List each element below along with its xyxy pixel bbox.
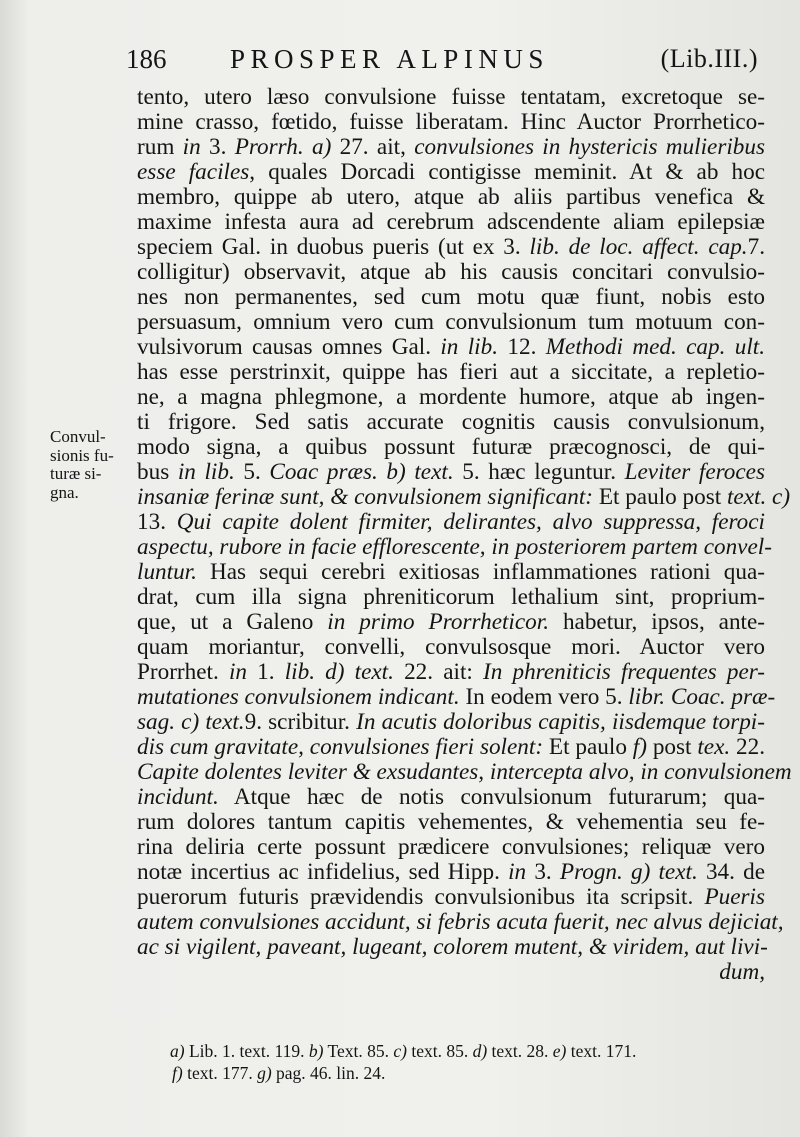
italic-text: In acutis doloribus capitis, iisdemque torpi- <box>356 709 765 735</box>
italic-text: incidunt. <box>137 784 219 810</box>
margin-note-line: gna. <box>50 482 79 502</box>
text-line <box>137 210 765 235</box>
margin-note <box>50 428 128 502</box>
roman-text: 7. <box>747 234 765 260</box>
margin-note-line: sionis fu- <box>50 445 114 465</box>
italic-text: c) <box>393 1041 407 1061</box>
italic-text: d) <box>472 1041 488 1061</box>
italic-text: lib. d) text. <box>284 659 394 685</box>
italic-text: esse faciles <box>137 159 250 185</box>
roman-text: drat, cum illa signa phreniticorum lethalium sint, proprium- <box>137 584 765 610</box>
roman-text: persuasum, omnium vero cum convulsionum tum motuum con- <box>137 309 765 335</box>
italic-text: in <box>508 859 527 885</box>
roman-text: 1. <box>247 659 285 685</box>
italic-text: b) <box>308 1041 324 1061</box>
roman-text: 3. <box>526 859 560 885</box>
roman-text: puerorum futuris prævidendis convulsionibus ita scripsit. <box>137 884 705 910</box>
text-line <box>137 360 765 385</box>
book-reference: (Lib.III.) <box>660 44 758 73</box>
text-line <box>137 660 765 685</box>
text-line <box>137 285 765 310</box>
italic-text: in lib. <box>177 459 235 485</box>
text-line <box>137 585 765 610</box>
italic-text: autem convulsiones accidunt, si febris acuta fuerit, nec alvus dejiciat, <box>137 909 784 935</box>
italic-text: In phreniticis frequentes per- <box>483 659 766 685</box>
italic-text: f) <box>172 1063 183 1083</box>
italic-text: convulsiones in hystericis mulieribus <box>414 134 766 160</box>
text-line <box>137 260 765 285</box>
italic-text: in <box>182 134 201 160</box>
text-line <box>137 909 784 935</box>
italic-text: mutationes convulsionem indicant. <box>137 684 460 710</box>
roman-text: Text. 85. <box>323 1041 394 1061</box>
roman-text: habetur, ipsos, ante- <box>549 609 766 635</box>
italic-text: text. c) <box>726 484 791 510</box>
text-line <box>137 934 768 960</box>
roman-text: modo signa, a quibus possunt futuræ præcognosci, de qui- <box>137 434 765 460</box>
text-line <box>137 860 765 885</box>
roman-text: 5. hæc leguntur. <box>453 459 625 485</box>
italic-text: ac si vigilent, paveant, lugeant, colorem mutent, & viridem, aut livi- <box>137 934 768 960</box>
roman-text: In eodem vero 5. <box>459 684 629 710</box>
italic-text: in <box>228 659 247 685</box>
roman-text: mine crasso, fœtido, fuisse liberatam. Hinc Auctor Prorrhetico- <box>137 109 765 135</box>
roman-text: rum <box>137 134 183 160</box>
italic-text: g) <box>257 1063 272 1083</box>
text-line <box>137 635 765 660</box>
roman-text: pag. 46. lin. 24. <box>271 1063 386 1083</box>
text-line <box>137 484 791 510</box>
italic-text: a) <box>170 1041 185 1061</box>
roman-text: maxime infesta aura ad cerebrum adscendente aliam epilepsiæ <box>137 209 765 235</box>
roman-text: 13. <box>137 509 177 535</box>
roman-text: 34. de <box>697 859 766 885</box>
roman-text: Has sequi cerebri exitiosas inflammationes rationi qua- <box>196 559 765 585</box>
italic-text: sag. c) text. <box>137 709 245 735</box>
running-title: PROSPER ALPINUS <box>230 44 549 74</box>
roman-text: speciem Gal. in duobus pueris (ut ex 3. <box>137 234 530 260</box>
page-number: 186 <box>126 44 167 74</box>
roman-text: post <box>646 734 698 760</box>
roman-text: Et paulo <box>543 734 633 760</box>
text-line <box>137 460 765 485</box>
roman-text: 22. ait: <box>393 659 483 685</box>
text-line <box>137 510 765 535</box>
text-line <box>137 759 792 785</box>
roman-text: text. 177. <box>182 1063 258 1083</box>
italic-text: e) <box>552 1041 567 1061</box>
running-header <box>126 42 766 82</box>
text-line <box>137 435 765 460</box>
text-line <box>137 160 765 185</box>
text-line <box>137 835 765 860</box>
roman-text: 5. <box>234 459 270 485</box>
margin-note-line: turæ si- <box>50 464 102 483</box>
roman-text: bus <box>137 459 178 485</box>
text-line <box>137 135 765 160</box>
italic-text: Leviter feroces <box>624 459 765 485</box>
text-line <box>137 235 765 260</box>
roman-text: text. 171. <box>566 1041 637 1061</box>
italic-text: tex. <box>697 734 731 760</box>
roman-text: , quales Dorcadi contigisse meminit. At & ab hoc <box>249 159 765 185</box>
text-line <box>137 310 765 335</box>
roman-text: Atque hæc de notis convulsionum futurarum; qua- <box>218 784 765 810</box>
italic-text: Prorrh. a) <box>234 134 332 160</box>
text-line <box>137 810 765 835</box>
italic-text: Pueris <box>704 884 765 910</box>
text-line <box>137 185 765 210</box>
roman-text: rum dolores tantum capitis vehementes, & vehementia seu fe- <box>137 809 765 835</box>
italic-text: in primo Prorrheticor. <box>327 609 550 635</box>
text-line <box>137 560 765 585</box>
roman-text: 3. <box>200 134 235 160</box>
text-line <box>137 410 765 435</box>
italic-text: libr. Coac. præ- <box>628 684 776 710</box>
roman-text: text. 28. <box>487 1041 553 1061</box>
roman-text: Lib. 1. text. 119. <box>184 1041 309 1061</box>
roman-text: ti frigore. Sed satis accurate cognitis causis convulsionum, <box>137 409 765 435</box>
italic-text: Progn. g) text. <box>559 859 698 885</box>
text-line <box>137 534 772 560</box>
text-line <box>137 960 765 985</box>
text-line <box>137 684 776 710</box>
text-line <box>137 385 765 410</box>
text-line <box>137 110 765 135</box>
text-line <box>137 885 765 910</box>
roman-text: notæ incertius ac infidelius, sed Hipp. <box>137 859 509 885</box>
footnotes <box>170 1040 770 1084</box>
italic-text: Methodi med. cap. ult. <box>545 334 766 360</box>
italic-text: dis cum gravitate, convulsiones fieri solent: <box>137 734 544 760</box>
roman-text: 9. scribitur. <box>244 709 357 735</box>
roman-text: membro, quippe ab utero, atque ab aliis partibus venefica & <box>137 184 765 210</box>
roman-text: Et paulo post <box>593 484 727 510</box>
roman-text: vulsivorum causas omnes Gal. <box>137 334 441 360</box>
roman-text: quam moriantur, convelli, convulsosque mori. Auctor vero <box>137 634 765 660</box>
roman-text: tento, utero læso convulsione fuisse tentatam, excretoque se- <box>137 84 765 110</box>
italic-text: luntur. <box>137 559 197 585</box>
text-line <box>137 610 765 635</box>
italic-text: lib. de loc. affect. cap. <box>529 234 748 260</box>
text-line <box>137 785 765 810</box>
text-line <box>137 335 765 360</box>
roman-text: has esse perstrinxit, quippe has fieri aut a siccitate, a repletio- <box>137 359 765 385</box>
roman-text: nes non permanentes, sed cum motu quæ fiunt, nobis esto <box>137 284 765 310</box>
roman-text: colligitur) observavit, atque ab his causis concitari convulsio- <box>137 259 765 285</box>
body-text <box>137 84 792 985</box>
margin-note-line: Convul- <box>50 427 106 446</box>
italic-text: aspectu, rubore in facie efflorescente, in posteriorem partem convel- <box>137 534 772 560</box>
text-line <box>137 710 765 735</box>
roman-text: Prorrhet. <box>137 659 229 685</box>
roman-text: que, ut a Galeno <box>137 609 328 635</box>
roman-text: 22. <box>730 734 766 760</box>
roman-text: ne, a magna phlegmone, a mordente humore, atque ab ingen- <box>137 384 765 410</box>
italic-text: f) <box>632 734 647 760</box>
italic-text: dum, <box>719 959 765 985</box>
italic-text: insaniæ ferinæ sunt, & convulsionem significant: <box>137 484 594 510</box>
roman-text: 27. ait, <box>331 134 415 160</box>
footnote-line <box>172 1062 770 1084</box>
roman-text: text. 85. <box>406 1041 473 1061</box>
text-line <box>137 735 765 760</box>
text-line <box>137 85 765 110</box>
roman-text: 12. <box>498 334 546 360</box>
italic-text: Coac præs. b) text. <box>269 459 454 485</box>
italic-text: Capite dolentes leviter & exsudantes, intercepta alvo, in convulsionem <box>137 759 792 785</box>
roman-text: rina deliria certe possunt prædicere convulsiones; reliquæ vero <box>137 834 765 860</box>
footnote-line <box>170 1040 770 1062</box>
italic-text: in lib. <box>440 334 499 360</box>
italic-text: Qui capite dolent firmiter, delirantes, alvo suppressa, feroci <box>176 509 766 535</box>
